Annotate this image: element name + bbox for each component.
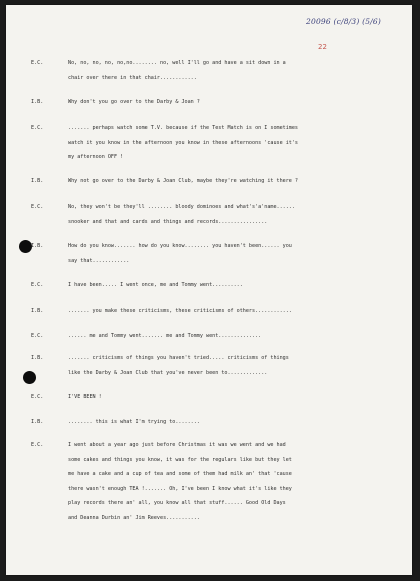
turn-text <box>68 331 398 343</box>
speaker-code: E.C. <box>31 204 44 210</box>
text-line: How do you know....... how do you know........ you haven't been...... you <box>68 243 292 249</box>
speaker-code: I.B. <box>31 178 44 184</box>
turn-text <box>68 392 398 404</box>
text-line: snooker and that and cards and things and records................ <box>68 218 268 225</box>
speaker-code: I.B. <box>31 355 44 361</box>
turn-text <box>68 176 398 188</box>
text-line: my afternoon OFF ! <box>68 154 124 160</box>
text-line: ...... me and Tommy went....... me and Tommy went.............. <box>68 333 262 339</box>
turn-text <box>68 353 398 379</box>
text-line: me have a cake and a cup of tea and some of them had milk an' that 'cause <box>68 471 292 477</box>
text-line: ....... perhaps watch some T.V. because if the Test Match is on I sometimes <box>68 125 299 131</box>
typed-transcript-page <box>6 5 412 575</box>
text-line: play records there an' all, you know all that stuff...... Good Old Days <box>68 500 286 506</box>
turn-text <box>68 202 398 228</box>
turn-text <box>68 58 398 84</box>
speaker-code: E.C. <box>31 60 44 66</box>
turn-text <box>68 241 398 267</box>
text-line: I have been..... I went once, me and Tommy went.......... <box>68 282 243 288</box>
speaker-code: I.B. <box>31 308 44 314</box>
text-line: Why don't you go over to the Darby & Joan ? <box>68 99 200 105</box>
text-line: some cakes and things you know, it was for the regulars like but they let <box>68 456 292 463</box>
text-line: watch it you know in the afternoon you know in these afternoons 'cause it's <box>68 139 299 146</box>
text-line: ....... criticisms of things you haven't tried..... criticisms of things <box>68 355 289 361</box>
text-line: there wasn't enough TEA !....... Oh, I've been I know what it's like they <box>68 485 292 492</box>
text-line: ....... you make these criticisms, these criticisms of others............ <box>68 308 292 314</box>
text-line: No, no, no, no, no,no........ no, well I'll go and have a sit down in a <box>68 60 286 66</box>
speaker-code: E.C. <box>31 394 44 400</box>
turn-text <box>68 440 398 524</box>
speaker-code: I.B. <box>31 243 44 249</box>
text-line: No, they won't be they'll ........ bloody dominoes and what's'a'name...... <box>68 204 295 210</box>
speaker-code: E.C. <box>31 125 44 131</box>
speaker-code: I.B. <box>31 419 44 425</box>
speaker-code: I.B. <box>31 99 44 105</box>
text-line: I'VE BEEN ! <box>68 394 102 400</box>
speaker-code: E.C. <box>31 282 44 288</box>
text-line: like the Darby & Joan Club that you've never been to............. <box>68 369 268 376</box>
text-line: ........ this is what I'm trying to........ <box>68 419 200 425</box>
turn-text <box>68 280 398 292</box>
text-line: Why not go over to the Darby & Joan Club, maybe they're watching it there ? <box>68 178 299 184</box>
turn-text <box>68 306 398 318</box>
text-line: and Deanna Durbin an' Jim Reeves........... <box>68 514 200 521</box>
page-number: 22 <box>318 43 327 51</box>
turn-text <box>68 97 398 109</box>
punch-hole-lower <box>23 371 36 384</box>
turn-text <box>68 123 398 164</box>
text-line: chair over there in that chair............ <box>68 74 197 81</box>
speaker-code: E.C. <box>31 333 44 339</box>
text-line: say that............ <box>68 257 130 264</box>
text-line: I went about a year ago just before Christmas it was we went and we had <box>68 442 286 448</box>
speaker-code: E.C. <box>31 442 44 448</box>
turn-text <box>68 417 398 429</box>
archive-reference-mark: 20096 (c/8/3) (5/6) <box>306 17 381 26</box>
